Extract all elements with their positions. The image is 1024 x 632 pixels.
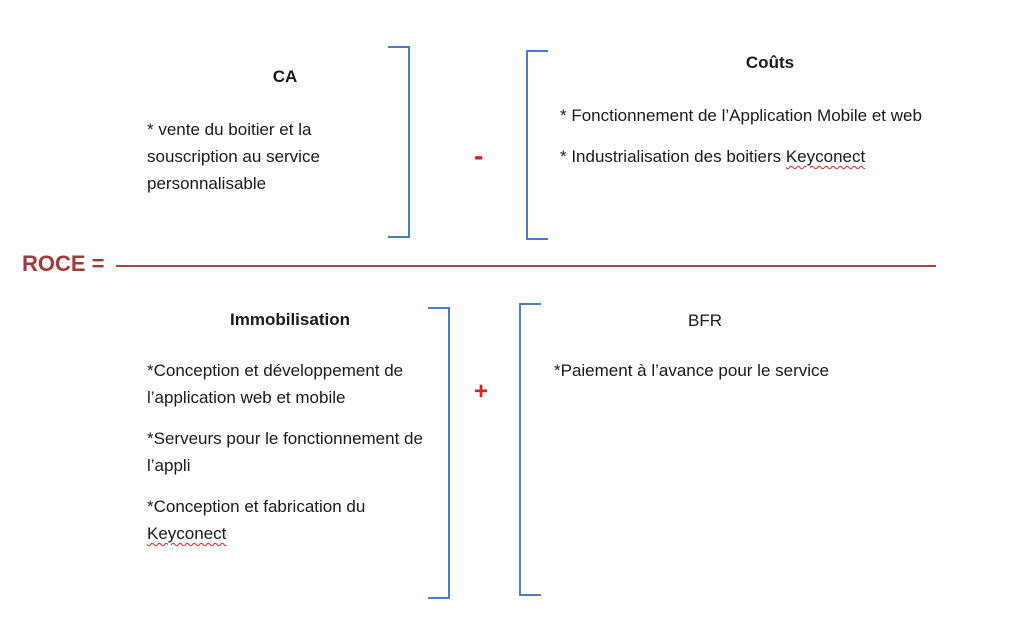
minus-operator: - <box>474 140 484 171</box>
couts-title: Coûts <box>745 53 795 72</box>
fraction-rule <box>116 265 936 267</box>
bfr-title: BFR <box>688 311 722 330</box>
bfr-opening-bracket <box>519 303 541 596</box>
keyconect-word: Keyconect <box>785 147 866 166</box>
bfr-description: *Paiement à l’avance pour le service <box>554 361 829 380</box>
keyconect-word-2: Keyconect <box>147 524 227 543</box>
immobilisation-line-3-text: *Conception et fabrication du <box>147 497 366 516</box>
couts-line-2 <box>560 143 990 170</box>
couts-line-1: * Fonctionnement de l’Application Mobile et web <box>560 106 922 125</box>
couts-opening-bracket <box>526 50 548 240</box>
ca-closing-bracket <box>388 46 410 238</box>
couts-description <box>560 102 990 184</box>
immobilisation-description <box>147 357 442 561</box>
plus-operator: + <box>474 378 489 405</box>
ca-description: * vente du boitier et la souscription au service personnalisable <box>147 120 320 193</box>
immobilisation-line-3 <box>147 493 442 547</box>
immobilisation-line-1: *Conception et développement de l’application web et mobile <box>147 361 404 407</box>
couts-line-2-text: * Industrialisation des boitiers <box>560 147 786 166</box>
ca-title: CA <box>272 67 298 86</box>
immobilisation-closing-bracket <box>428 307 450 599</box>
roce-label: ROCE = <box>22 251 105 276</box>
immobilisation-line-2: *Serveurs pour le fonctionnement de l’appli <box>147 429 423 475</box>
immobilisation-title: Immobilisation <box>230 310 350 329</box>
